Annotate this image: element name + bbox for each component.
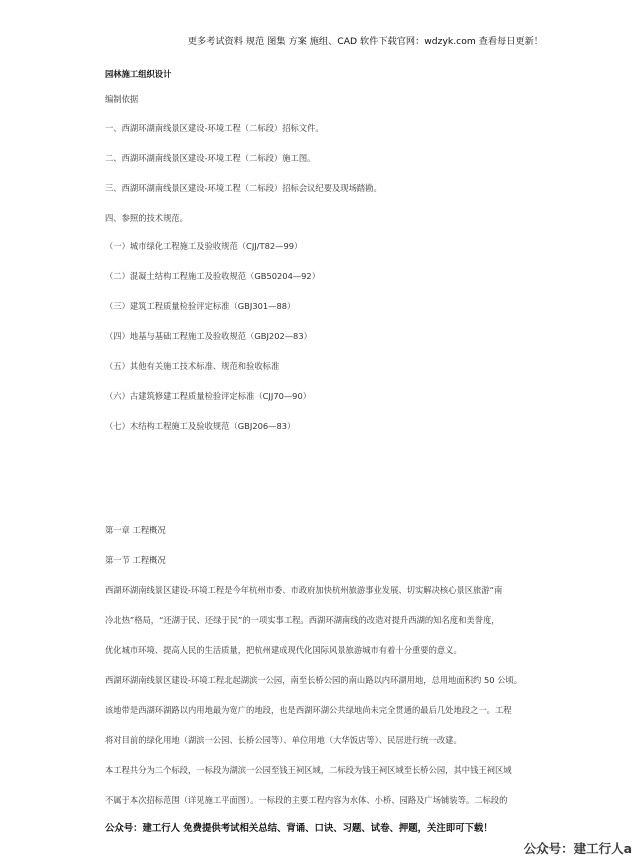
paragraph-line: 将对目前的绿化用地（湖滨一公园、长桥公园等）、单位用地（大华饭店等）、民居进行统一改建。 xyxy=(105,735,462,745)
footer-notice: 公众号：建工行人 免费提供考试相关总结、背诵、口诀、习题、试卷、押题，关注即可下载！ xyxy=(105,823,493,834)
spec-item: （四）地基与基础工程施工及验收规范（GBJ202—83） xyxy=(105,331,312,341)
spec-item: （五）其他有关施工技术标准、规范和验收标准 xyxy=(105,361,280,371)
document-title: 园林施工组织设计 xyxy=(105,69,172,79)
spec-item: （六）古建筑修建工程质量检验评定标准（CJJ70—90） xyxy=(105,391,312,401)
paragraph-line: 西湖环湖南线景区建设-环境工程是今年杭州市委、市政府加快杭州旅游事业发展、切实解决核心景区旅游“南 xyxy=(105,585,503,595)
paragraph-line: 优化城市环境、提高人民的生活质量，把杭州建成现代化国际风景旅游城市有着十分重要的意义。 xyxy=(105,645,462,655)
basis-item: 三、西湖环湖南线景区建设-环境工程（二标段）招标会议纪要及现场踏勘。 xyxy=(105,183,382,193)
basis-item: 二、西湖环湖南线景区建设-环境工程（二标段）施工图。 xyxy=(105,153,316,163)
paragraph-line: 冷北热”格局，“还湖于民、还绿于民”的一项实事工程。西湖环湖南线的改造对提升西湖的知名度和美誉度， xyxy=(105,615,500,625)
basis-item: 一、西湖环湖南线景区建设-环境工程（二标段）招标文件。 xyxy=(105,123,324,133)
spec-item: （三）建筑工程质量检验评定标准（GBJ301—88） xyxy=(105,301,296,311)
header-banner: 更多考试资料 规范 图集 方案 施组、CAD 软件下载官网：wdzyk.com 查看每日更新！ xyxy=(187,36,543,47)
spec-item: （二）混凝土结构工程施工及验收规范（GB50204—92） xyxy=(105,271,321,281)
spec-item: （一）城市绿化工程施工及验收规范（CJJ/T82—99） xyxy=(105,241,303,251)
spec-item: （七）木结构工程施工及验收规范（GBJ206—83） xyxy=(105,421,296,431)
paragraph-line: 西湖环湖南线景区建设-环境工程北起湖滨一公园，南至长桥公园的南山路以内环湖用地，总用地面积约 50 公顷。 xyxy=(105,675,523,685)
chapter-subheading: 第一节 工程概况 xyxy=(105,555,166,565)
paragraph-line: 不属于本次招标范围（详见施工平面图）。一标段的主要工程内容为水体、小桥、园路及广场铺装等。二标段的 xyxy=(105,795,508,805)
section-heading: 编制依据 xyxy=(105,94,139,104)
chapter-heading: 第一章 工程概况 xyxy=(105,525,166,535)
paragraph-line: 该地带是西湖环湖路以内用地最为宽广的地段，也是西湖环湖公共绿地尚未完全贯通的最后几处地段之一。工程 xyxy=(105,705,512,715)
watermark: 公众号：建工行人a xyxy=(523,841,632,856)
basis-item: 四、参照的技术规范。 xyxy=(105,213,188,223)
paragraph-line: 本工程共分为二个标段，一标段为湖滨一公园至钱王祠区域，二标段为钱王祠区域至长桥公园，其中钱王祠区域 xyxy=(105,765,512,775)
